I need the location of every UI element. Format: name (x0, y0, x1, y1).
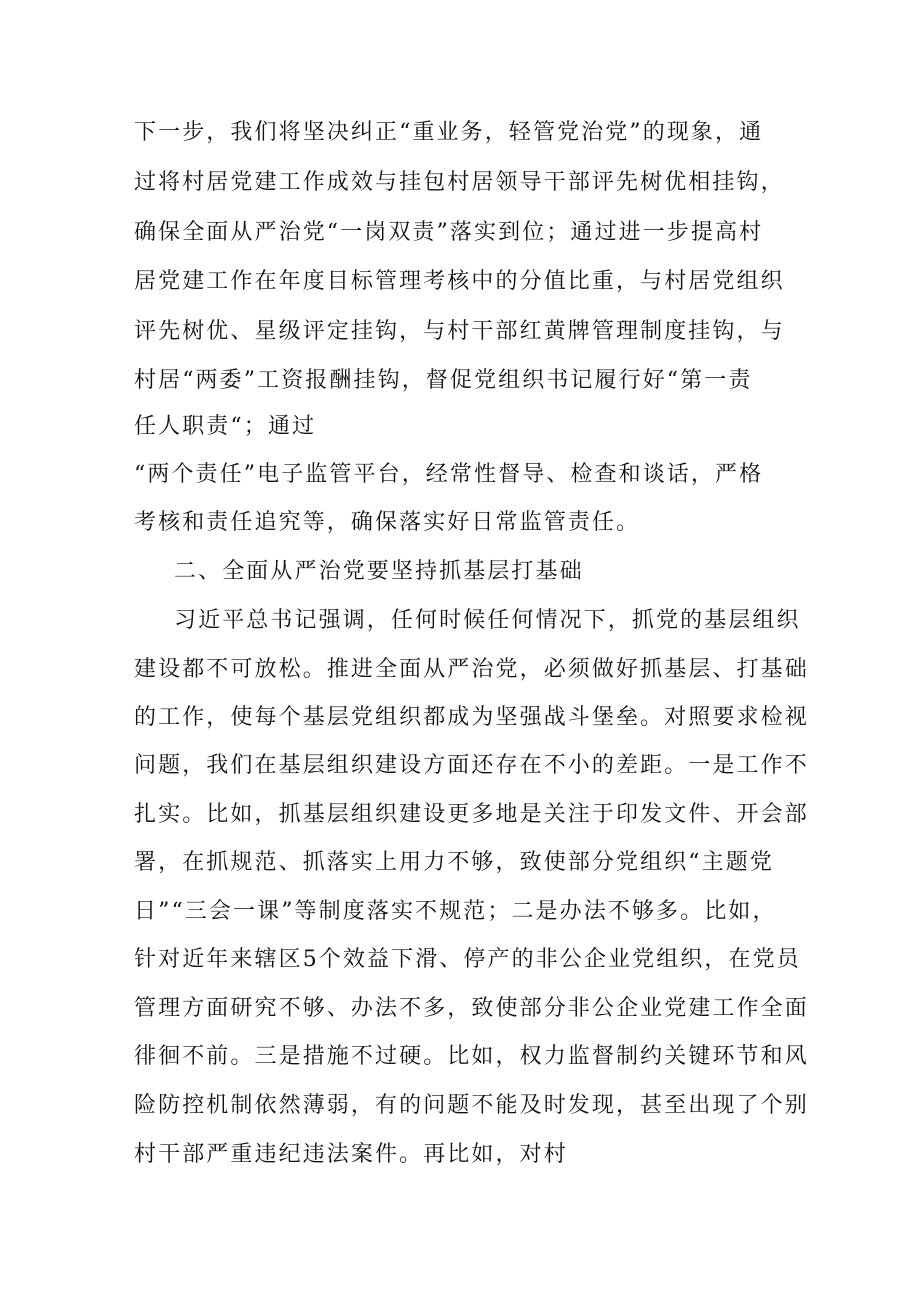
paragraph-1-line-7: 任人职责“；通过 (134, 414, 317, 439)
paragraph-1-line-2: 过将村居党建工作成效与挂包村居领导干部评先树优相挂钩， (134, 170, 785, 195)
paragraph-4-line-12: 村干部严重违纪违法案件。再比如，对村 (134, 1142, 568, 1167)
paragraph-1-line-6: 村居“两委”工资报酬挂钩，督促党组织书记履行好“第一责 (134, 368, 753, 393)
paragraph-4-line-9: 管理方面研究不够、办法不多，致使部分非公企业党建工作全面 (134, 996, 809, 1021)
paragraph-1-line-1: 下一步，我们将坚决纠正“重业务，轻管党治党”的现象，通 (134, 120, 764, 145)
paragraph-4-line-10: 徘徊不前。三是措施不过硬。比如，权力监督制约关键环节和风 (134, 1044, 809, 1069)
paragraph-4-line-11: 险防控机制依然薄弱，有的问题不能及时发现，甚至出现了个别 (134, 1093, 809, 1118)
paragraph-1-line-3: 确保全面从严治党“一岗双责”落实到位；通过进一步提高村 (134, 220, 764, 245)
paragraph-1-line-4: 居党建工作在年度目标管理考核中的分值比重，与村居党组织 (134, 269, 785, 294)
paragraph-4-line-7: 日”“三会一课”等制度落实不规范；二是办法不够多。比如， (134, 899, 777, 924)
paragraph-4-line-8: 针对近年来辖区5个效益下滑、停产的非公企业党组织，在党员 (134, 947, 801, 972)
paragraph-4-line-6: 署，在抓规范、抓落实上用力不够，致使部分党组织“主题党 (134, 850, 774, 875)
paragraph-4-line-3: 的工作，使每个基层党组织都成为坚强战斗堡垒。对照要求检视 (134, 705, 809, 730)
paragraph-4-line-5: 扎实。比如，抓基层组织建设更多地是关注于印发文件、开会部 (134, 802, 809, 827)
paragraph-4-line-2: 建设都不可放松。推进全面从严治党，必须做好抓基层、打基础 (134, 657, 809, 682)
section-heading: 二、全面从严治党要坚持抓基层打基础 (174, 559, 584, 584)
paragraph-4-line-4: 问题，我们在基层组织建设方面还存在不小的差距。一是工作不 (134, 753, 809, 778)
paragraph-1-line-5: 评先树优、星级评定挂钩，与村干部红黄牌管理制度挂钩，与 (134, 319, 785, 344)
paragraph-4-line-1: 习近平总书记强调，任何时候任何情况下，抓党的基层组织 (174, 608, 801, 633)
paragraph-2-line-2: 考核和责任追究等，确保落实好日常监管责任。 (134, 510, 641, 535)
paragraph-2-line-1: “两个责任”电子监管平台，经常性督导、检查和谈话，严格 (134, 462, 764, 487)
